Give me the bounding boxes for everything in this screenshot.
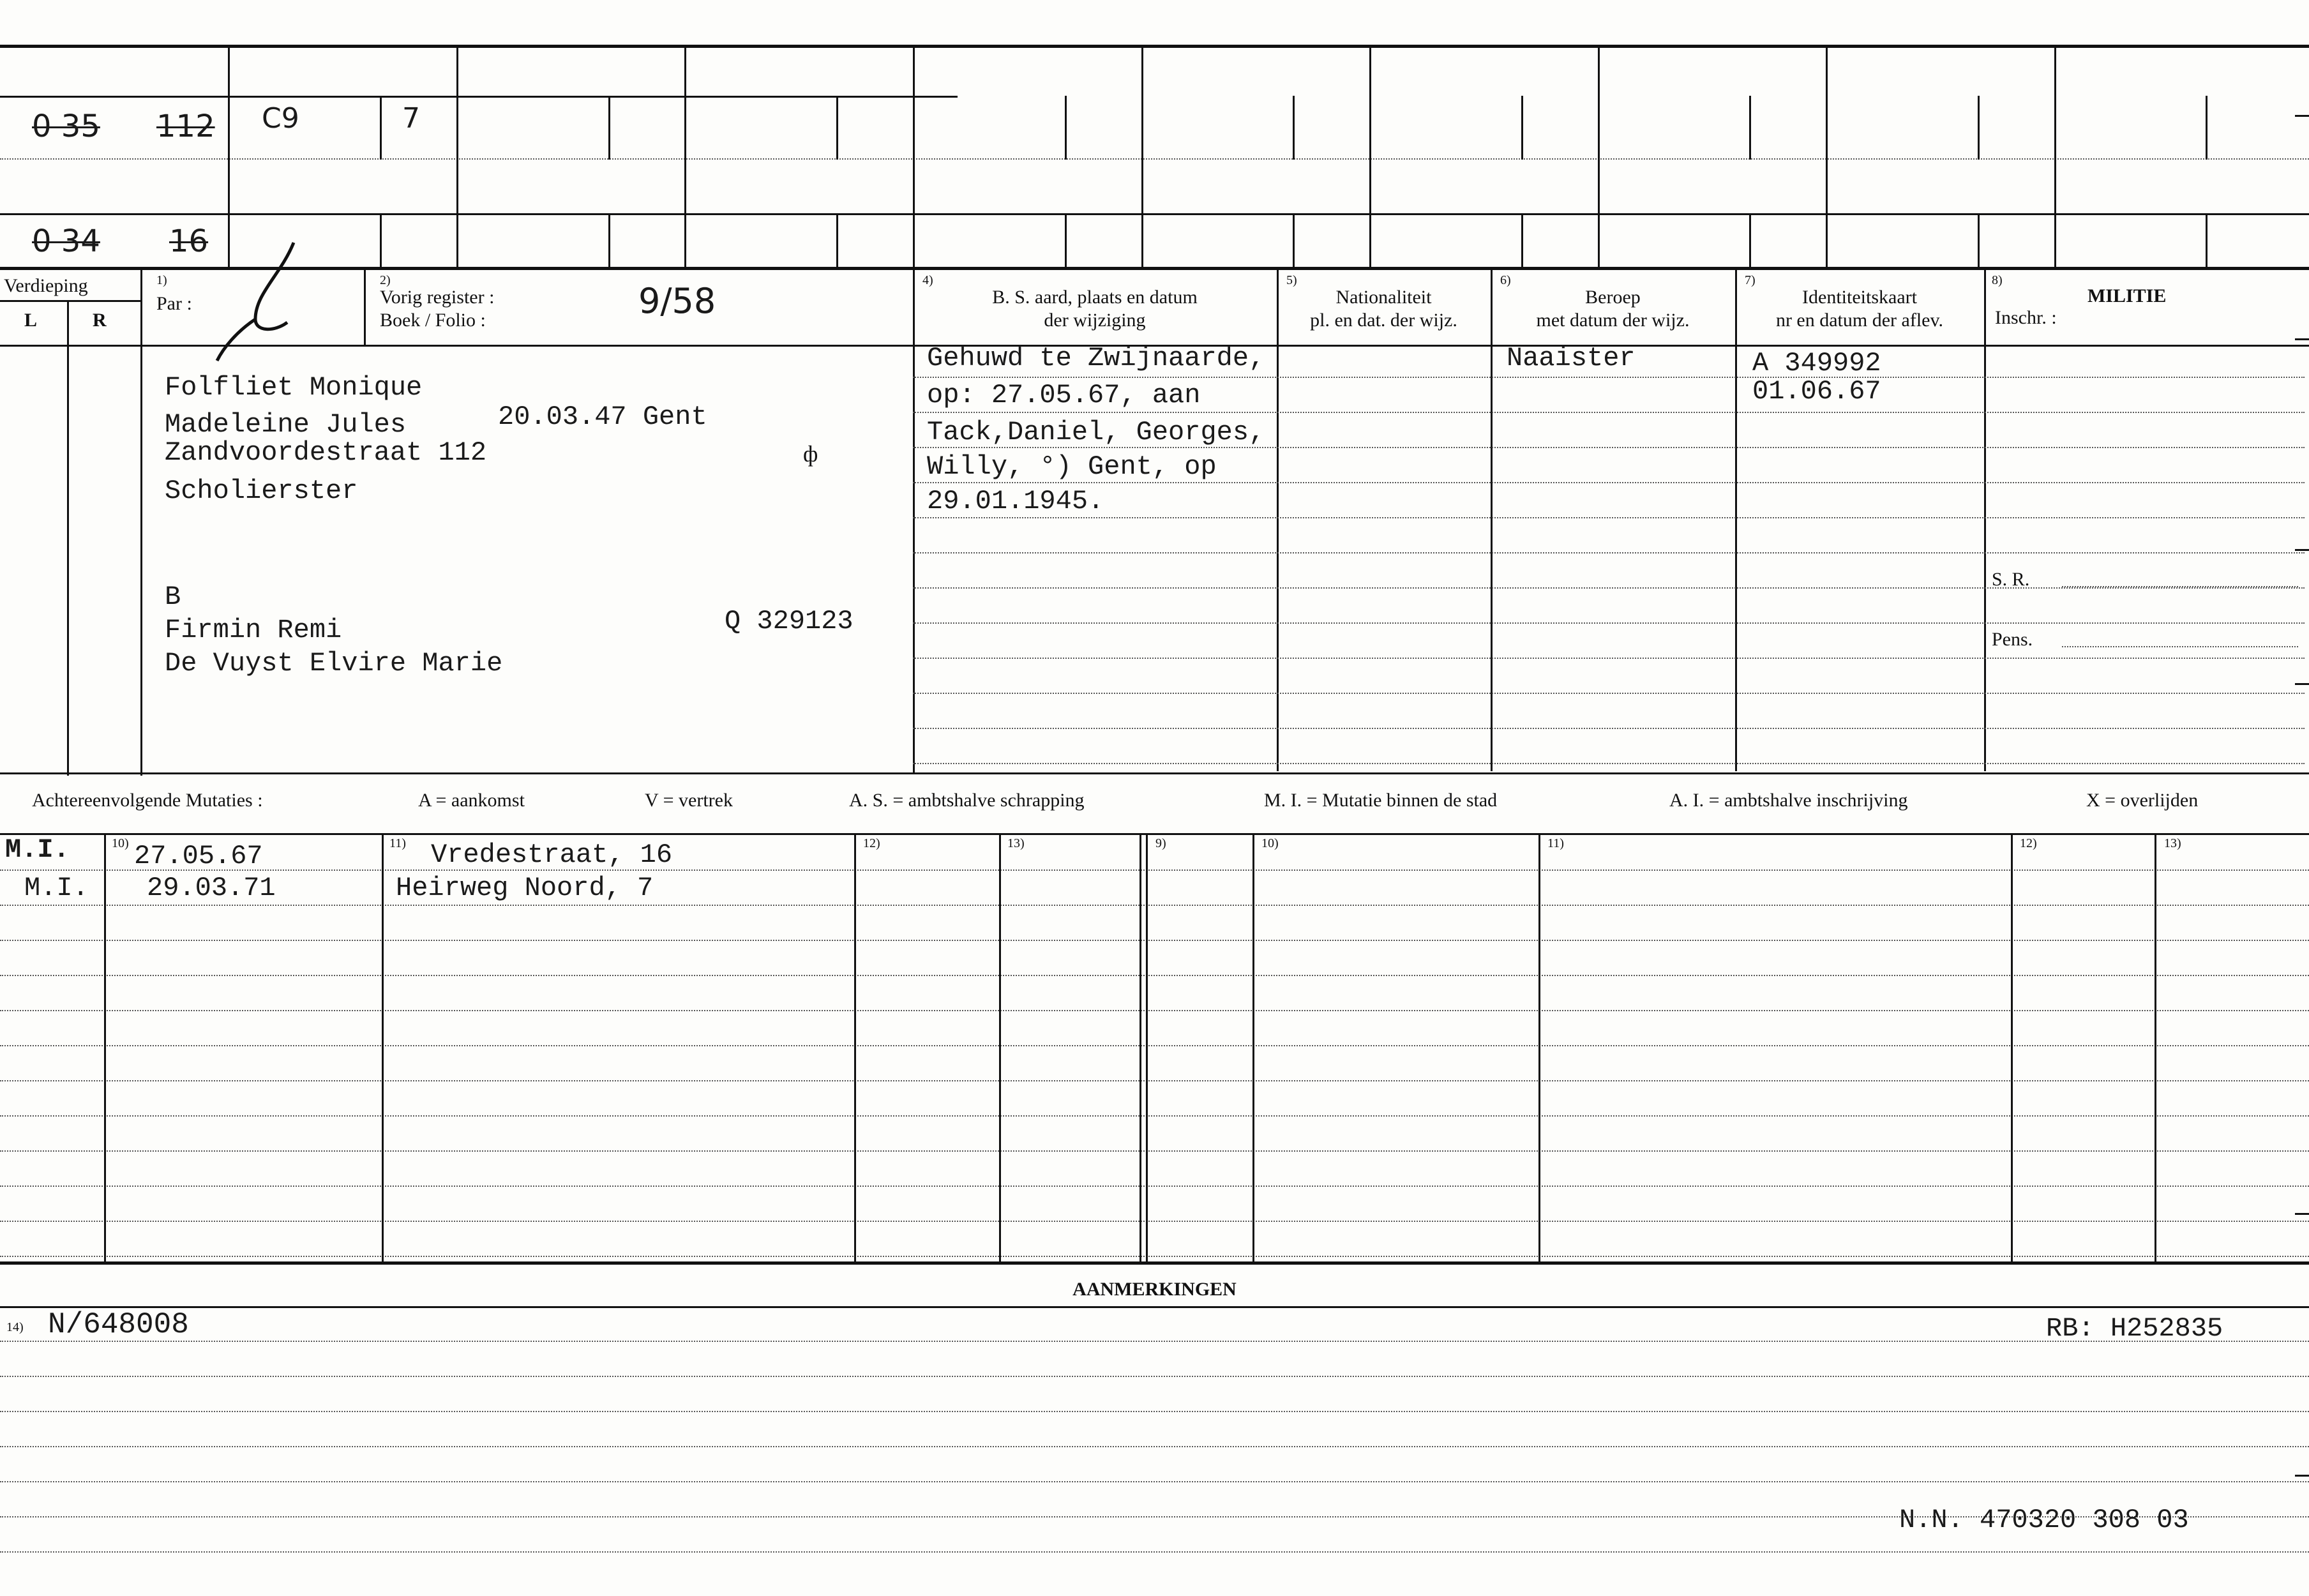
pens-label: Pens. (1992, 629, 2033, 650)
edge-tick (2295, 1475, 2309, 1477)
mut-note-12b: 12) (2020, 836, 2037, 850)
legend-v: V = vertrek (645, 790, 733, 811)
grid-line (836, 213, 838, 268)
mut-note-11b: 11) (1547, 836, 1564, 850)
identiteitskaart-label-1: Identiteitskaart (1802, 287, 1917, 308)
ruled-line (0, 1010, 2309, 1011)
mut-note-13: 13) (1007, 836, 1025, 850)
remark-number: N/648008 (48, 1308, 189, 1341)
person-birth: 20.03.47 Gent (498, 402, 707, 432)
grid-line (67, 300, 69, 776)
struck-code-1: 0 35 (32, 109, 100, 144)
grid-line (836, 96, 838, 160)
bs-text-2: op: 27.05.67, aan (927, 380, 1201, 410)
grid-line (608, 96, 610, 160)
grid-line (228, 45, 230, 268)
grid-line (913, 45, 915, 772)
edge-tick (2295, 549, 2309, 551)
bs-text-4: Willy, °) Gent, op (927, 451, 1217, 482)
grid-line (382, 833, 384, 1263)
ruled-line (913, 552, 2305, 553)
beroep-label-2: met datum der wijz. (1536, 310, 1690, 331)
grid-line (1139, 833, 1141, 1263)
grid-line (1749, 96, 1751, 160)
ruled-line (0, 975, 2309, 976)
ruled-line (0, 1045, 2309, 1046)
id-card-date: 01.06.67 (1752, 376, 1881, 407)
grid-line (1293, 96, 1295, 160)
sr-label: S. R. (1992, 569, 2030, 590)
mutation-address-1: Vredestraat, 16 (431, 839, 673, 870)
ruled-line (0, 1341, 2309, 1342)
note-7: 7) (1745, 273, 1756, 287)
mutation-date-2: 29.03.71 (147, 873, 276, 903)
grid-line (380, 96, 382, 160)
grid-line (1984, 267, 1986, 771)
bs-label-2: der wijziging (1044, 310, 1146, 331)
ruled-line (0, 870, 2309, 871)
beroep-label-1: Beroep (1585, 287, 1641, 308)
inschr-label: Inschr. : (1995, 307, 2057, 328)
note-6: 6) (1500, 273, 1511, 287)
grid-line (104, 833, 106, 1263)
struck-code-4: 16 (169, 223, 209, 259)
code-c9: C9 (262, 102, 299, 135)
mutation-code-2: M.I. (24, 873, 89, 903)
grid-line (0, 833, 2309, 835)
l-label: L (24, 310, 38, 331)
grid-line (380, 213, 382, 268)
par-label: Par : (156, 293, 192, 314)
ruled-line (913, 693, 2305, 694)
par-handwritten-mark (211, 236, 313, 377)
nationaliteit-label-2: pl. en dat. der wijz. (1310, 310, 1457, 331)
mother-name: De Vuyst Elvire Marie (165, 648, 503, 679)
edge-tick (2295, 338, 2309, 340)
mut-note-11: 11) (389, 836, 406, 850)
bs-label-1: B. S. aard, plaats en datum (992, 287, 1198, 308)
aanmerkingen-title: AANMERKINGEN (1072, 1279, 1237, 1300)
ruled-line (0, 1221, 2309, 1222)
note-2: 2) (380, 273, 391, 287)
militie-label: MILITIE (2087, 285, 2167, 306)
bs-text-5: 29.01.1945. (927, 486, 1104, 516)
legend-a: A = aankomst (418, 790, 525, 811)
grid-line (1538, 833, 1540, 1263)
mut-note-10b: 10) (1261, 836, 1279, 850)
ruled-line (0, 1186, 2309, 1187)
grid-line (0, 1306, 2309, 1308)
grid-line (1735, 267, 1737, 771)
grid-line (1141, 45, 1143, 268)
grid-line (140, 267, 142, 776)
id-card-number: A 349992 (1752, 348, 1881, 379)
grid-line (2206, 213, 2207, 268)
grid-line (1598, 45, 1600, 268)
grid-line (2206, 96, 2207, 160)
rb-number: RB: H252835 (2046, 1313, 2223, 1344)
top-border (0, 45, 2309, 48)
grid-line (0, 1261, 2309, 1265)
vorig-register-label: Vorig register : (380, 287, 495, 308)
grid-line (1277, 267, 1279, 771)
note-14: 14) (6, 1320, 24, 1334)
edge-tick (2295, 683, 2309, 685)
grid-line (1491, 267, 1493, 771)
edge-tick (2295, 1213, 2309, 1215)
person-occupation: Scholierster (165, 476, 358, 506)
grid-line (1749, 213, 1751, 268)
grid-line (2155, 833, 2156, 1263)
legend-x: X = overlijden (2086, 790, 2199, 811)
grid-line (608, 213, 610, 268)
boek-folio-value: 9/58 (638, 281, 716, 321)
ruled-line (913, 763, 2305, 764)
grid-line (1521, 96, 1523, 160)
grid-line (1293, 213, 1295, 268)
grid-line (1978, 96, 1980, 160)
mutation-date-1: 27.05.67 (134, 841, 263, 871)
edge-tick (2295, 115, 2309, 117)
boek-folio-label: Boek / Folio : (380, 310, 486, 331)
parents-label-b: B (165, 582, 181, 612)
mut-note-9: 9) (1155, 836, 1166, 850)
ruled-line (0, 1150, 2309, 1152)
grid-line (364, 267, 366, 345)
mutaties-title: Achtereenvolgende Mutaties : (32, 790, 263, 811)
ruled-line (0, 1411, 2309, 1412)
verdieping-label: Verdieping (4, 275, 88, 296)
mut-note-12: 12) (863, 836, 880, 850)
grid-line (2011, 833, 2013, 1263)
nationaliteit-label-1: Nationaliteit (1335, 287, 1432, 308)
beroep-value: Naaister (1507, 343, 1636, 373)
ruled-line (0, 1115, 2309, 1117)
ruled-line (913, 622, 2305, 624)
grid-line (0, 267, 2309, 270)
grid-line (1369, 45, 1371, 268)
grid-line (684, 45, 686, 268)
grid-line (0, 158, 2309, 160)
ruled-line (913, 517, 2305, 518)
person-name-2: Madeleine Jules (165, 409, 407, 440)
grid-line (0, 96, 958, 98)
grid-line (1521, 213, 1523, 268)
body-bottom-line (0, 772, 2309, 774)
sr-line (2062, 586, 2298, 587)
person-address: Zandvoordestraat 112 (165, 437, 487, 468)
bs-text-1: Gehuwd te Zwijnaarde, (927, 343, 1265, 373)
ruled-line (0, 1376, 2309, 1377)
note-5: 5) (1286, 273, 1297, 287)
note-1: 1) (156, 273, 167, 287)
legend-as: A. S. = ambtshalve schrapping (849, 790, 1085, 811)
ruled-line (0, 1446, 2309, 1447)
id-code: Q 329123 (725, 606, 854, 636)
grid-line (1252, 833, 1254, 1263)
mut-note-13b: 13) (2164, 836, 2181, 850)
grid-line (0, 213, 2309, 215)
ruled-line (0, 1256, 2309, 1257)
grid-line (1146, 833, 1148, 1263)
nn-number: N.N. 470320 308 03 (1899, 1505, 2189, 1535)
grid-line (1065, 213, 1067, 268)
ruled-line (0, 940, 2309, 941)
stamp-mark: ф (803, 441, 818, 467)
mutation-address-2: Heirweg Noord, 7 (396, 873, 654, 903)
grid-line (1826, 45, 1828, 268)
grid-line (1978, 213, 1980, 268)
struck-code-3: 0 34 (32, 223, 100, 259)
r-label: R (93, 310, 107, 331)
person-name-1: Folfliet Monique (165, 372, 423, 403)
bs-text-3: Tack,Daniel, Georges, (927, 417, 1265, 448)
grid-line (854, 833, 856, 1263)
grid-line (456, 45, 458, 268)
ruled-line (913, 658, 2305, 659)
mutation-code-1: M.I. (5, 834, 70, 865)
ruled-line (0, 1481, 2309, 1482)
grid-line (2054, 45, 2056, 268)
grid-line (0, 300, 140, 302)
ruled-line (0, 1080, 2309, 1081)
identiteitskaart-label-2: nr en datum der aflev. (1775, 310, 1944, 331)
ruled-line (0, 905, 2309, 906)
ruled-line (913, 587, 2305, 589)
father-name: Firmin Remi (165, 615, 342, 645)
mut-note-10: 10) (112, 836, 129, 850)
ruled-line (0, 1551, 2309, 1553)
grid-line (1065, 96, 1067, 160)
ruled-line (913, 728, 2305, 729)
pens-line (2062, 646, 2298, 647)
grid-line (999, 833, 1001, 1263)
code-7: 7 (402, 102, 420, 135)
note-8: 8) (1992, 273, 2003, 287)
struck-code-2: 112 (156, 109, 215, 144)
legend-ai: A. I. = ambtshalve inschrijving (1669, 790, 1908, 811)
note-4: 4) (922, 273, 933, 287)
legend-mi: M. I. = Mutatie binnen de stad (1264, 790, 1498, 811)
